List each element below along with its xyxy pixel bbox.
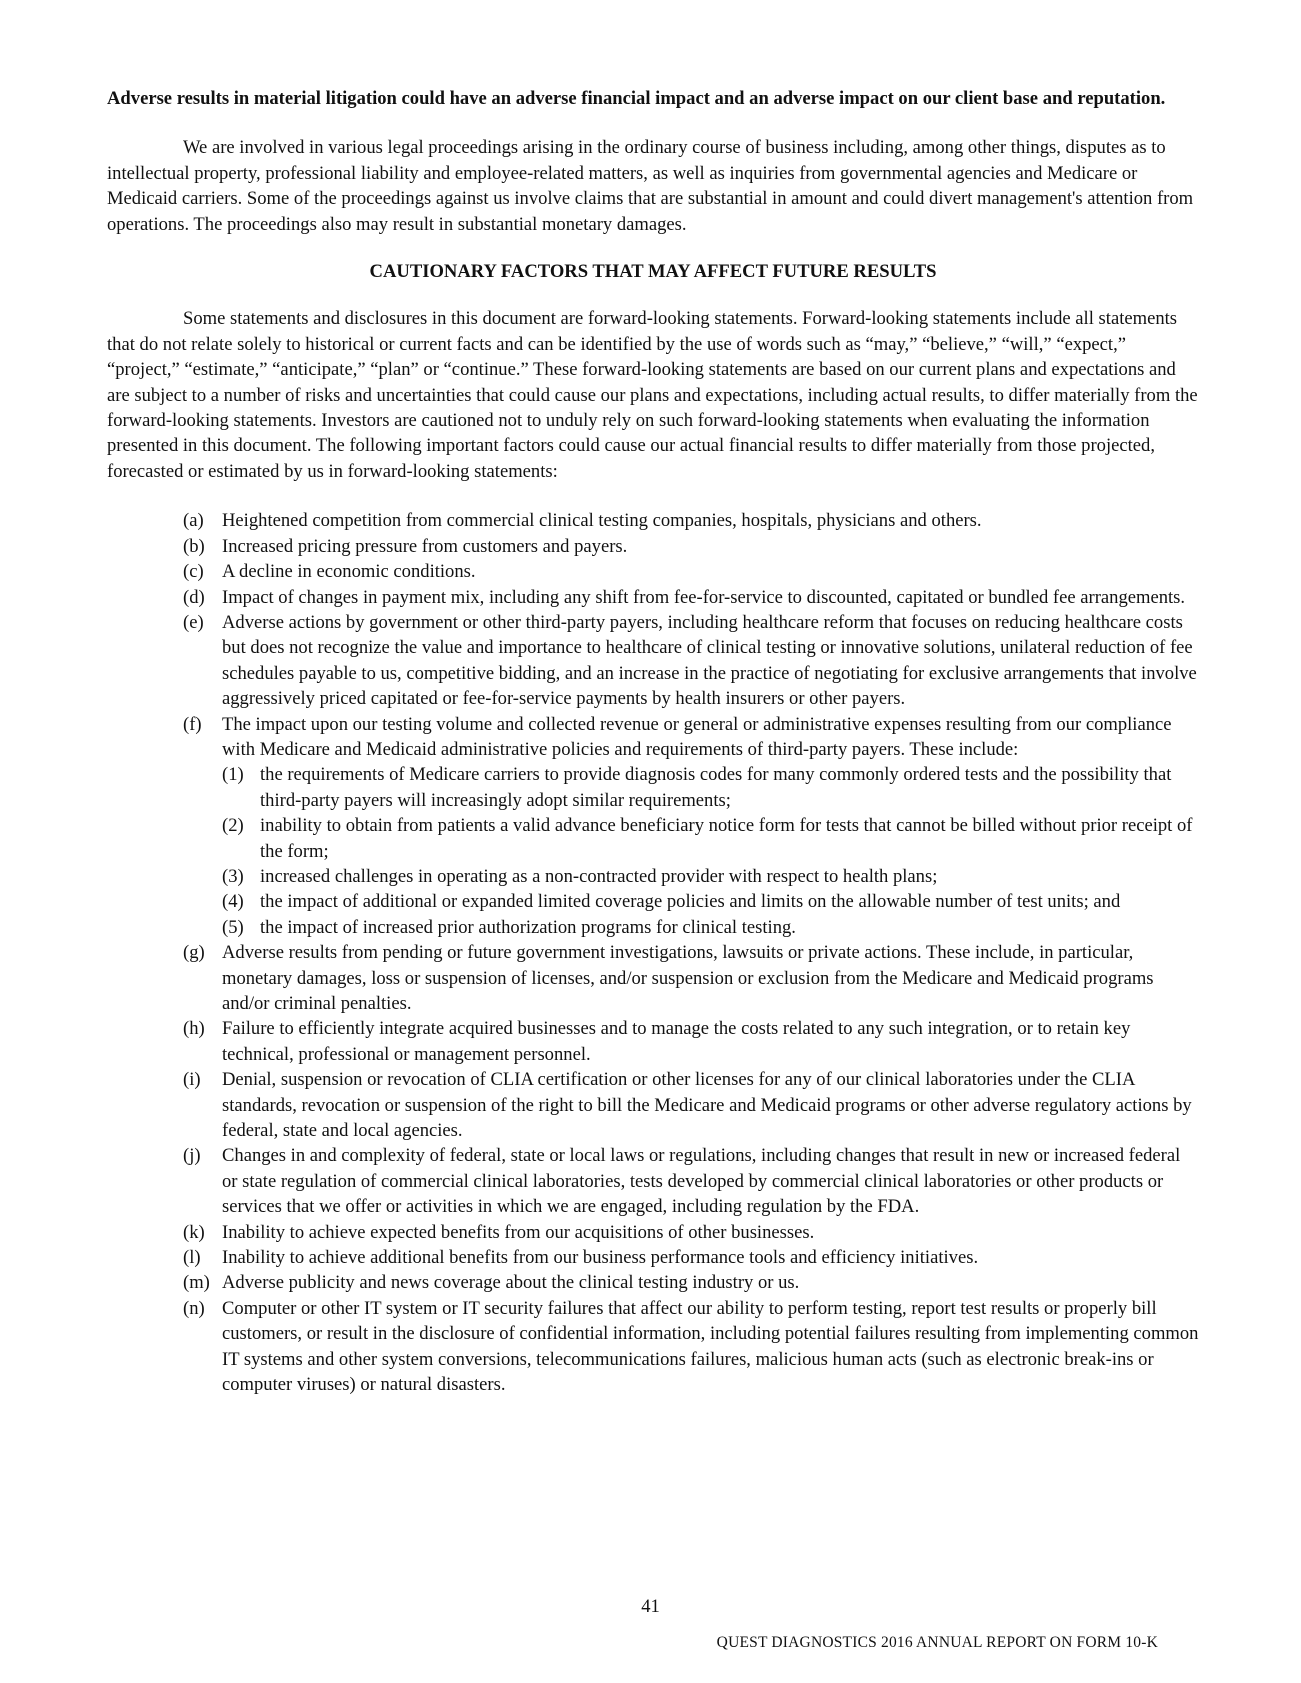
litigation-paragraph: We are involved in various legal proceedings arising in the ordinary course of business including, among other things, disputes as to intellectual property, professional liability and employee-related matters, as well as inquiries from governmental agencies and Medicare or Medicaid carriers. Some of the proceedings against us involve claims that are substantial in amount and could divert management's attention from operations. The proceedings also may result in substantial monetary damages.: [107, 137, 1194, 235]
sub-item-text: the impact of increased prior authorization programs for clinical testing.: [260, 916, 796, 938]
factor-item-i: [107, 1067, 1199, 1143]
factor-label: (k): [183, 1221, 205, 1243]
factor-text: Increased pricing pressure from customers and payers.: [222, 535, 628, 557]
sub-item-text: the requirements of Medicare carriers to provide diagnosis codes for many commonly ordered tests and the possibility that third-party payers will increasingly adopt similar requirements;: [260, 764, 1172, 811]
factor-item-d: [107, 585, 1199, 610]
factor-label: (c): [183, 561, 204, 583]
sub-item-2: [222, 813, 1199, 864]
sub-item-text: increased challenges in operating as a non-contracted provider with respect to health plans;: [260, 865, 938, 887]
factor-item-l: [107, 1245, 1199, 1270]
factor-label: (a): [183, 510, 204, 532]
factor-item-k: [107, 1220, 1199, 1245]
sub-item-label: (1): [222, 764, 244, 786]
sub-item-4: [222, 889, 1199, 914]
factor-text: Impact of changes in payment mix, including any shift from fee-for-service to discounted, capitated or bundled fee arrangements.: [222, 586, 1186, 608]
sub-item-text: the impact of additional or expanded limited coverage policies and limits on the allowable number of test units; and: [260, 891, 1121, 913]
factor-item-h: [107, 1016, 1199, 1067]
factor-label: (l): [183, 1247, 201, 1269]
factor-item-j: [107, 1143, 1199, 1219]
page-number: 41: [641, 1596, 660, 1617]
factor-text: The impact upon our testing volume and collected revenue or general or administrative expenses resulting from our compliance with Medicare and Medicaid administrative policies and requirements of third-party payers. These include:: [222, 713, 1172, 760]
sub-item-1: [222, 762, 1199, 813]
cautionary-factors-list: [107, 508, 1199, 1397]
factor-label: (d): [183, 586, 205, 608]
sub-item-text: inability to obtain from patients a valid advance beneficiary notice form for tests that cannot be billed without prior receipt of the form;: [260, 815, 1193, 862]
intro-paragraph: Some statements and disclosures in this document are forward-looking statements. Forward-looking statements include all statements that do not relate solely to historical or current facts and can be identified by the use of words such as “may,” “believe,” “will,” “expect,” “project,” “estimate,” “anticipate,” “plan” or “continue.” These forward-looking statements are based on our current plans and expectations and are subject to a number of risks and uncertainties that could cause our plans and expectations, including actual results, to differ materially from the forward-looking statements. Investors are cautioned not to unduly rely on such forward-looking statements when evaluating the information presented in this document. The following important factors could cause our actual financial results to differ materially from those projected, forecasted or estimated by us in forward-looking statements:: [107, 308, 1198, 482]
factor-text: Changes in and complexity of federal, state or local laws or regulations, including changes that result in new or increased federal or state regulation of commercial clinical laboratories, tests developed by commercial clinical laboratories or other products or services that we offer or activities in which we are engaged, including regulation by the FDA.: [222, 1145, 1181, 1218]
factor-label: (n): [183, 1297, 205, 1319]
sub-item-label: (3): [222, 865, 244, 887]
factor-f-sublist: [222, 762, 1199, 940]
section-title: CAUTIONARY FACTORS THAT MAY AFFECT FUTURE RESULTS: [369, 261, 937, 283]
factor-item-a: [107, 508, 1199, 533]
risk-factor-heading: Adverse results in material litigation could have an adverse financial impact and an adverse impact on our client base and reputation.: [107, 88, 1166, 109]
factor-label: (b): [183, 535, 205, 557]
factor-item-c: [107, 559, 1199, 584]
sub-item-label: (5): [222, 916, 244, 938]
sub-item-label: (4): [222, 891, 244, 913]
factor-label: (m): [183, 1272, 210, 1294]
factor-label: (g): [183, 942, 205, 964]
factor-text: Heightened competition from commercial clinical testing companies, hospitals, physicians and others.: [222, 510, 982, 532]
factor-text: Inability to achieve additional benefits from our business performance tools and efficiency initiatives.: [222, 1247, 979, 1269]
factor-label: (f): [183, 713, 202, 735]
factor-label: (h): [183, 1018, 205, 1040]
factor-text: Adverse publicity and news coverage about the clinical testing industry or us.: [222, 1272, 800, 1294]
factor-item-b: [107, 534, 1199, 559]
factor-text: A decline in economic conditions.: [222, 561, 476, 583]
factor-text: Adverse results from pending or future government investigations, lawsuits or private actions. These include, in particular, monetary damages, loss or suspension of licenses, and/or suspension or exclusion from the Medicare and Medicaid programs and/or criminal penalties.: [222, 942, 1154, 1014]
factor-text: Failure to efficiently integrate acquired businesses and to manage the costs related to any such integration, or to retain key technical, professional or management personnel.: [222, 1018, 1131, 1065]
factor-label: (e): [183, 611, 204, 633]
factor-text: Adverse actions by government or other third-party payers, including healthcare reform that focuses on reducing healthcare costs but does not recognize the value and importance to healthcare of clinical testing or innovative solutions, unilateral reduction of fee schedules payable to us, competitive bidding, and an increase in the practice of negotiating for exclusive arrangements that involve aggressively priced capitated or fee-for-service payments by health insurers or other payers.: [222, 611, 1197, 710]
factor-text: Denial, suspension or revocation of CLIA certification or other licenses for any of our clinical laboratories under the CLIA standards, revocation or suspension of the right to bill the Medicare and Medicaid programs or other adverse regulatory actions by federal, state and local agencies.: [222, 1069, 1192, 1142]
factor-label: (j): [183, 1145, 201, 1167]
document-page: [107, 86, 1199, 1398]
factor-item-e: [107, 610, 1199, 712]
factor-text: Computer or other IT system or IT security failures that affect our ability to perform testing, report test results or properly bill customers, or result in the disclosure of confidential information, including potential failures resulting from implementing common IT systems and other system conversions, telecommunications failures, malicious human acts (such as electronic break-ins or computer viruses) or natural disasters.: [222, 1297, 1199, 1396]
factor-label: (i): [183, 1069, 201, 1091]
factor-item-m: [107, 1270, 1199, 1295]
sub-item-label: (2): [222, 815, 244, 837]
factor-item-g: [107, 940, 1199, 1016]
factor-item-n: [107, 1296, 1199, 1398]
factor-item-f: [107, 712, 1199, 941]
factor-text: Inability to achieve expected benefits from our acquisitions of other businesses.: [222, 1221, 815, 1243]
report-footer: QUEST DIAGNOSTICS 2016 ANNUAL REPORT ON FORM 10-K: [716, 1634, 1158, 1651]
sub-item-5: [222, 915, 1199, 940]
sub-item-3: [222, 864, 1199, 889]
